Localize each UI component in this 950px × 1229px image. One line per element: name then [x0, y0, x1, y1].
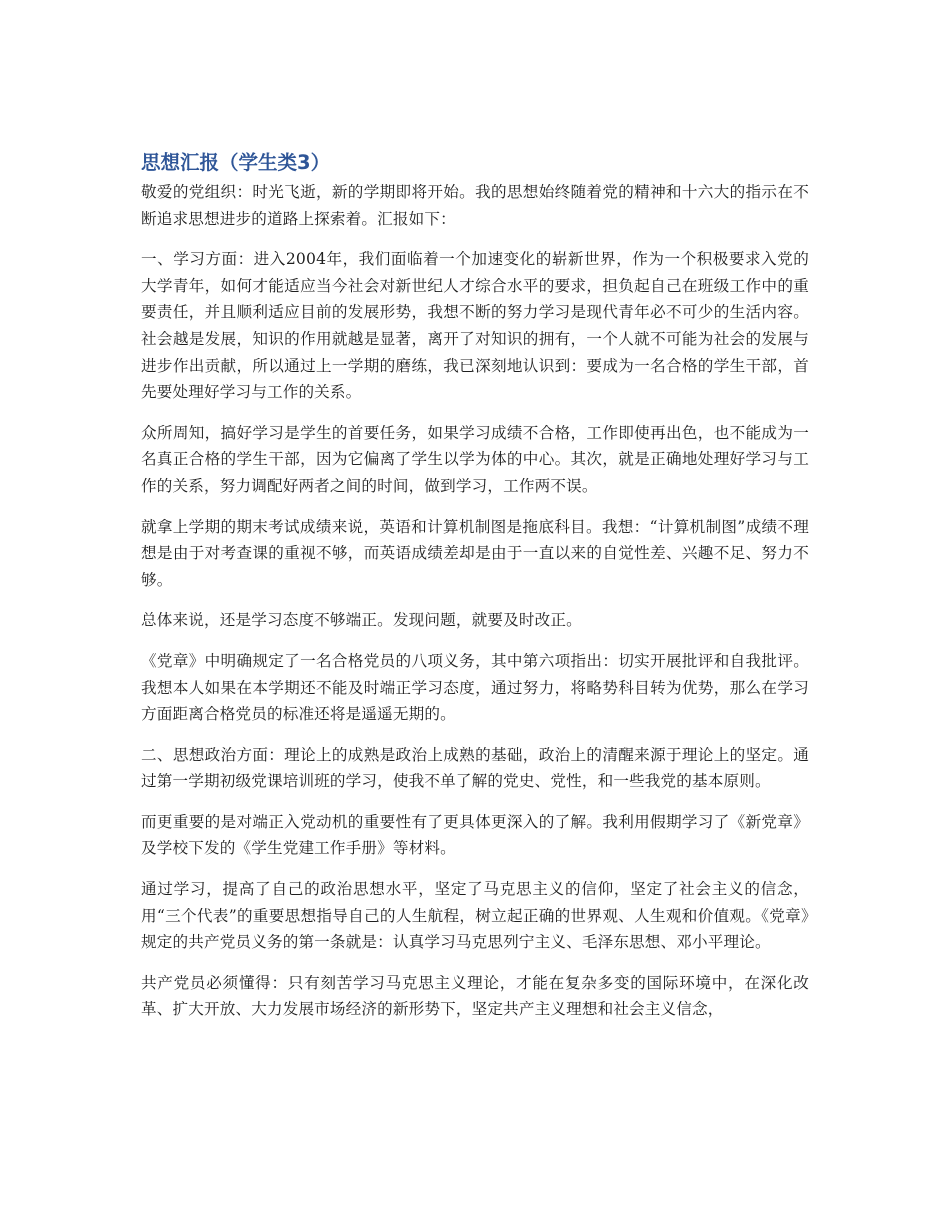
paragraph-priority: 众所周知，搞好学习是学生的首要任务，如果学习成绩不合格，工作即使再出色，也不能成为一名真正合格的学生干部，因为它偏离了学生以学为体的中心。其次，就是正确地处理好学习与工作的关系，努力调配好两者之间的时间，做到学习，工作两不误。 — [141, 423, 809, 495]
document-title: 思想汇报（学生类3） — [141, 151, 331, 174]
paragraph-learning: 通过学习，提高了自己的政治思想水平，坚定了马克思主义的信仰，坚定了社会主义的信念，用“三个代表”的重要思想指导自己的人生航程，树立起正确的世界观、人生观和价值观。《党章》规定的共产党员义务的第一条就是：认真学习马克思列宁主义、毛泽东思想、邓小平理论。 — [141, 880, 809, 952]
paragraph-party-members: 共产党员必须懂得：只有刻苦学习马克思主义理论，才能在复杂多变的国际环境中，在深化改革、扩大开放、大力发展市场经济的新形势下，坚定共产主义理想和社会主义信念， — [141, 973, 809, 1019]
paragraph-political: 二、思想政治方面：理论上的成熟是政治上成熟的基础，政治上的清醒来源于理论上的坚定。通过第一学期初级党课培训班的学习，使我不单了解的党史、党性，和一些我党的基本原则。 — [141, 745, 809, 791]
paragraph-attitude: 总体来说，还是学习态度不够端正。发现问题，就要及时改正。 — [141, 611, 582, 630]
document-page — [141, 150, 809, 1037]
paragraph-party-constitution: 《党章》中明确规定了一名合格党员的八项义务，其中第六项指出：切实开展批评和自我批评。我想本人如果在本学期还不能及时端正学习态度，通过努力，将略势科目转为优势，那么在学习方面距离合格党员的标准还将是遥遥无期的。 — [141, 651, 809, 724]
paragraph-study: 一、学习方面：进入2004年，我们面临着一个加速变化的崭新世界，作为一个积极要求入党的大学青年，如何才能适应当今社会对新世纪人才综合水平的要求，担负起自己在班级工作中的重要责任，并且顺利适应目前的发展形势，我想不断的努力学习是现代青年必不可少的生活内容。社会越是发展，知识的作用就越是显著，离开了对知识的拥有，一个人就不可能为社会的发展与进步作出贡献，所以通过上一学期的磨练，我已深刻地认识到：要成为一名合格的学生干部，首先要处理好学习与工作的关系。 — [141, 250, 809, 402]
paragraph-exam-results: 就拿上学期的期末考试成绩来说，英语和计算机制图是拖底科目。我想：“计算机制图”成绩不理想是由于对考查课的重视不够，而英语成绩差却是由于一直以来的自觉性差、兴趣不足、努力不够。 — [141, 517, 809, 589]
paragraph-motivation: 而更重要的是对端正入党动机的重要性有了更具体更深入的了解。我利用假期学习了《新党章》及学校下发的《学生党建工作手册》等材料。 — [141, 812, 809, 858]
paragraph-greeting: 敬爱的党组织：时光飞逝，新的学期即将开始。我的思想始终随着党的精神和十六大的指示在不断追求思想进步的道路上探索着。汇报如下： — [141, 183, 809, 228]
